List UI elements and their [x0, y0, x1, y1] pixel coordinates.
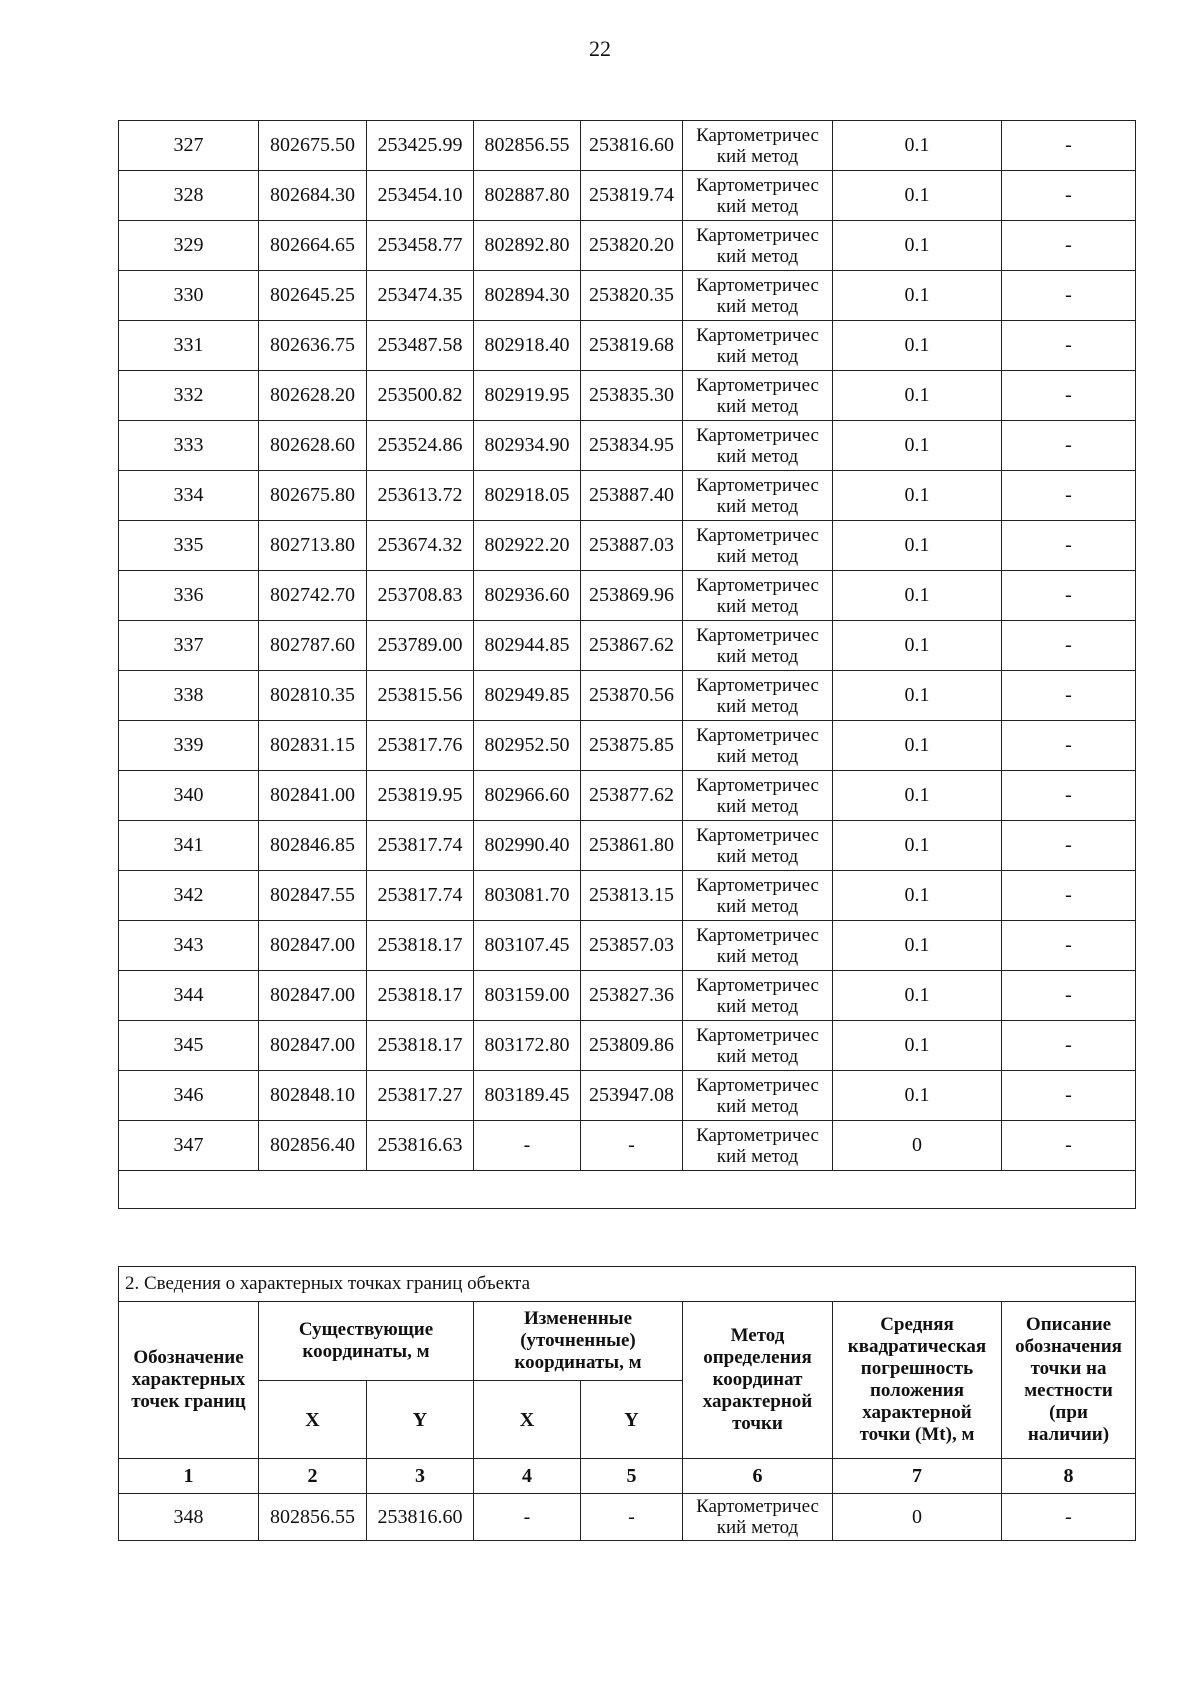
method: Картометричес кий метод: [683, 521, 833, 571]
mean-square-error: 0.1: [833, 521, 1002, 571]
method: Картометричес кий метод: [683, 571, 833, 621]
changed-x: 802990.40: [474, 821, 581, 871]
mean-square-error: 0.1: [833, 1071, 1002, 1121]
existing-x: 802856.55: [259, 1494, 367, 1541]
changed-y: 253819.68: [581, 321, 683, 371]
changed-y: 253813.15: [581, 871, 683, 921]
method: Картометричес кий метод: [683, 1071, 833, 1121]
changed-x: 803172.80: [474, 1021, 581, 1071]
mean-square-error: 0.1: [833, 871, 1002, 921]
method: Картометричес кий метод: [683, 121, 833, 171]
point-description: -: [1002, 871, 1136, 921]
table-row: [119, 121, 1136, 171]
existing-y: 253817.76: [367, 721, 474, 771]
point-id: 329: [119, 221, 259, 271]
point-description: -: [1002, 221, 1136, 271]
point-id: 332: [119, 371, 259, 421]
existing-y: 253816.60: [367, 1494, 474, 1541]
changed-y: 253877.62: [581, 771, 683, 821]
mean-square-error: 0.1: [833, 821, 1002, 871]
changed-y: -: [581, 1121, 683, 1171]
point-id: 327: [119, 121, 259, 171]
point-id: 333: [119, 421, 259, 471]
point-id: 343: [119, 921, 259, 971]
point-id: 339: [119, 721, 259, 771]
method: Картометричес кий метод: [683, 171, 833, 221]
existing-x: 802675.80: [259, 471, 367, 521]
point-description: -: [1002, 421, 1136, 471]
point-description: -: [1002, 1121, 1136, 1171]
table-row: [119, 871, 1136, 921]
point-description: -: [1002, 271, 1136, 321]
point-id: 340: [119, 771, 259, 821]
changed-y: 253820.20: [581, 221, 683, 271]
point-id: 346: [119, 1071, 259, 1121]
mean-square-error: 0.1: [833, 421, 1002, 471]
column-number: 2: [259, 1459, 367, 1494]
changed-x: 802966.60: [474, 771, 581, 821]
point-description: -: [1002, 671, 1136, 721]
existing-y: 253818.17: [367, 971, 474, 1021]
existing-y: 253816.63: [367, 1121, 474, 1171]
column-number: 5: [581, 1459, 683, 1494]
method: Картометричес кий метод: [683, 221, 833, 271]
changed-y: 253827.36: [581, 971, 683, 1021]
existing-x: 802847.00: [259, 921, 367, 971]
mean-square-error: 0: [833, 1121, 1002, 1171]
existing-y: 253454.10: [367, 171, 474, 221]
changed-x: 803189.45: [474, 1071, 581, 1121]
mean-square-error: 0.1: [833, 371, 1002, 421]
changed-x: 802952.50: [474, 721, 581, 771]
point-description: -: [1002, 521, 1136, 571]
header-changed-y: Y: [581, 1381, 683, 1459]
existing-x: 802684.30: [259, 171, 367, 221]
existing-x: 802856.40: [259, 1121, 367, 1171]
existing-y: 253425.99: [367, 121, 474, 171]
point-description: -: [1002, 171, 1136, 221]
existing-x: 802664.65: [259, 221, 367, 271]
existing-x: 802848.10: [259, 1071, 367, 1121]
mean-square-error: 0.1: [833, 621, 1002, 671]
existing-x: 802847.55: [259, 871, 367, 921]
existing-x: 802846.85: [259, 821, 367, 871]
existing-y: 253819.95: [367, 771, 474, 821]
table-caption: 2. Сведения о характерных точках границ объекта: [119, 1267, 1136, 1302]
table-row: [119, 221, 1136, 271]
table-row: [119, 1121, 1136, 1171]
point-id: 345: [119, 1021, 259, 1071]
method: Картометричес кий метод: [683, 471, 833, 521]
table-row: [119, 821, 1136, 871]
mean-square-error: 0.1: [833, 671, 1002, 721]
changed-y: 253869.96: [581, 571, 683, 621]
mean-square-error: 0.1: [833, 971, 1002, 1021]
existing-x: 802713.80: [259, 521, 367, 571]
mean-square-error: 0.1: [833, 721, 1002, 771]
table-row: [119, 1071, 1136, 1121]
changed-y: 253820.35: [581, 271, 683, 321]
existing-y: 253817.74: [367, 821, 474, 871]
table-row: [119, 521, 1136, 571]
changed-x: 803159.00: [474, 971, 581, 1021]
existing-y: 253708.83: [367, 571, 474, 621]
method: Картометричес кий метод: [683, 271, 833, 321]
table-row: [119, 421, 1136, 471]
point-id: 338: [119, 671, 259, 721]
point-description: -: [1002, 771, 1136, 821]
changed-y: 253835.30: [581, 371, 683, 421]
mean-square-error: 0.1: [833, 271, 1002, 321]
changed-y: 253819.74: [581, 171, 683, 221]
changed-x: 802934.90: [474, 421, 581, 471]
point-description: -: [1002, 921, 1136, 971]
existing-x: 802628.60: [259, 421, 367, 471]
mean-square-error: 0: [833, 1494, 1002, 1541]
point-description: -: [1002, 571, 1136, 621]
column-number: 6: [683, 1459, 833, 1494]
point-description: -: [1002, 471, 1136, 521]
changed-x: -: [474, 1121, 581, 1171]
table-row: [119, 671, 1136, 721]
page-number: 22: [589, 36, 611, 61]
point-id: 344: [119, 971, 259, 1021]
existing-y: 253474.35: [367, 271, 474, 321]
point-id: 348: [119, 1494, 259, 1541]
table-row: [119, 471, 1136, 521]
existing-y: 253817.74: [367, 871, 474, 921]
empty-row: [119, 1171, 1136, 1209]
column-number: 4: [474, 1459, 581, 1494]
method: Картометричес кий метод: [683, 771, 833, 821]
column-number: 7: [833, 1459, 1002, 1494]
point-id: 342: [119, 871, 259, 921]
column-number: 8: [1002, 1459, 1136, 1494]
point-id: 336: [119, 571, 259, 621]
boundary-points-table: [118, 1266, 1136, 1541]
mean-square-error: 0.1: [833, 471, 1002, 521]
mean-square-error: 0.1: [833, 121, 1002, 171]
changed-y: 253867.62: [581, 621, 683, 671]
existing-y: 253674.32: [367, 521, 474, 571]
point-description: -: [1002, 321, 1136, 371]
changed-x: 802918.40: [474, 321, 581, 371]
header-existing-coordinates: Существующие координаты, м: [259, 1302, 474, 1381]
changed-x: 802936.60: [474, 571, 581, 621]
changed-y: 253834.95: [581, 421, 683, 471]
table-row: [119, 1021, 1136, 1071]
existing-y: 253458.77: [367, 221, 474, 271]
table-row: [119, 321, 1136, 371]
point-description: -: [1002, 621, 1136, 671]
existing-x: 802787.60: [259, 621, 367, 671]
table-row: [119, 721, 1136, 771]
table-row: [119, 271, 1136, 321]
mean-square-error: 0.1: [833, 221, 1002, 271]
changed-x: 802887.80: [474, 171, 581, 221]
method: Картометричес кий метод: [683, 421, 833, 471]
header-designation: Обозначение характерных точек границ: [119, 1302, 259, 1459]
existing-x: 802810.35: [259, 671, 367, 721]
point-id: 347: [119, 1121, 259, 1171]
header-changed-x: X: [474, 1381, 581, 1459]
method: Картометричес кий метод: [683, 821, 833, 871]
changed-x: 802949.85: [474, 671, 581, 721]
point-id: 337: [119, 621, 259, 671]
table-row: [119, 771, 1136, 821]
mean-square-error: 0.1: [833, 1021, 1002, 1071]
table-row: [119, 571, 1136, 621]
changed-y: 253947.08: [581, 1071, 683, 1121]
method: Картометричес кий метод: [683, 721, 833, 771]
method: Картометричес кий метод: [683, 971, 833, 1021]
table-row: [119, 621, 1136, 671]
changed-x: -: [474, 1494, 581, 1541]
table-row: [119, 921, 1136, 971]
point-description: -: [1002, 371, 1136, 421]
existing-y: 253487.58: [367, 321, 474, 371]
table-row: [119, 371, 1136, 421]
existing-y: 253500.82: [367, 371, 474, 421]
existing-y: 253817.27: [367, 1071, 474, 1121]
column-number: 1: [119, 1459, 259, 1494]
changed-x: 803107.45: [474, 921, 581, 971]
mean-square-error: 0.1: [833, 321, 1002, 371]
boundary-points-table-continued: [118, 120, 1136, 1209]
changed-y: -: [581, 1494, 683, 1541]
mean-square-error: 0.1: [833, 771, 1002, 821]
column-number: 3: [367, 1459, 474, 1494]
header-description: Описание обозначения точки на местности (при наличии): [1002, 1302, 1136, 1459]
mean-square-error: 0.1: [833, 571, 1002, 621]
changed-x: 802918.05: [474, 471, 581, 521]
header-existing-y: Y: [367, 1381, 474, 1459]
method: Картометричес кий метод: [683, 1494, 833, 1541]
point-id: 341: [119, 821, 259, 871]
header-error: Средняя квадратическая погрешность положения характерной точки (Mt), м: [833, 1302, 1002, 1459]
header-changed-coordinates: Измененные (уточненные) координаты, м: [474, 1302, 683, 1381]
mean-square-error: 0.1: [833, 921, 1002, 971]
table-row: [119, 171, 1136, 221]
changed-y: 253861.80: [581, 821, 683, 871]
existing-x: 802645.25: [259, 271, 367, 321]
header-existing-x: X: [259, 1381, 367, 1459]
table-row: [119, 1494, 1136, 1541]
empty-cell: [119, 1171, 1136, 1209]
existing-x: 802847.00: [259, 1021, 367, 1071]
table-row: [119, 971, 1136, 1021]
point-id: 328: [119, 171, 259, 221]
changed-x: 803081.70: [474, 871, 581, 921]
changed-y: 253870.56: [581, 671, 683, 721]
point-description: -: [1002, 121, 1136, 171]
existing-x: 802675.50: [259, 121, 367, 171]
existing-y: 253818.17: [367, 921, 474, 971]
method: Картометричес кий метод: [683, 371, 833, 421]
existing-y: 253524.86: [367, 421, 474, 471]
method: Картометричес кий метод: [683, 621, 833, 671]
point-description: -: [1002, 1494, 1136, 1541]
changed-x: 802919.95: [474, 371, 581, 421]
existing-y: 253818.17: [367, 1021, 474, 1071]
method: Картометричес кий метод: [683, 321, 833, 371]
existing-y: 253613.72: [367, 471, 474, 521]
existing-x: 802831.15: [259, 721, 367, 771]
point-id: 335: [119, 521, 259, 571]
existing-x: 802847.00: [259, 971, 367, 1021]
changed-x: 802856.55: [474, 121, 581, 171]
method: Картометричес кий метод: [683, 871, 833, 921]
changed-x: 802894.30: [474, 271, 581, 321]
changed-x: 802944.85: [474, 621, 581, 671]
changed-y: 253857.03: [581, 921, 683, 971]
header-method: Метод определения координат характерной точки: [683, 1302, 833, 1459]
point-description: -: [1002, 721, 1136, 771]
changed-y: 253816.60: [581, 121, 683, 171]
existing-y: 253815.56: [367, 671, 474, 721]
method: Картометричес кий метод: [683, 921, 833, 971]
existing-y: 253789.00: [367, 621, 474, 671]
changed-y: 253887.03: [581, 521, 683, 571]
point-id: 334: [119, 471, 259, 521]
changed-x: 802892.80: [474, 221, 581, 271]
changed-y: 253887.40: [581, 471, 683, 521]
point-id: 331: [119, 321, 259, 371]
existing-x: 802742.70: [259, 571, 367, 621]
point-description: -: [1002, 1071, 1136, 1121]
mean-square-error: 0.1: [833, 171, 1002, 221]
changed-x: 802922.20: [474, 521, 581, 571]
changed-y: 253809.86: [581, 1021, 683, 1071]
method: Картометричес кий метод: [683, 671, 833, 721]
point-id: 330: [119, 271, 259, 321]
point-description: -: [1002, 1021, 1136, 1071]
point-description: -: [1002, 821, 1136, 871]
existing-x: 802636.75: [259, 321, 367, 371]
method: Картометричес кий метод: [683, 1121, 833, 1171]
point-description: -: [1002, 971, 1136, 1021]
method: Картометричес кий метод: [683, 1021, 833, 1071]
existing-x: 802841.00: [259, 771, 367, 821]
changed-y: 253875.85: [581, 721, 683, 771]
existing-x: 802628.20: [259, 371, 367, 421]
